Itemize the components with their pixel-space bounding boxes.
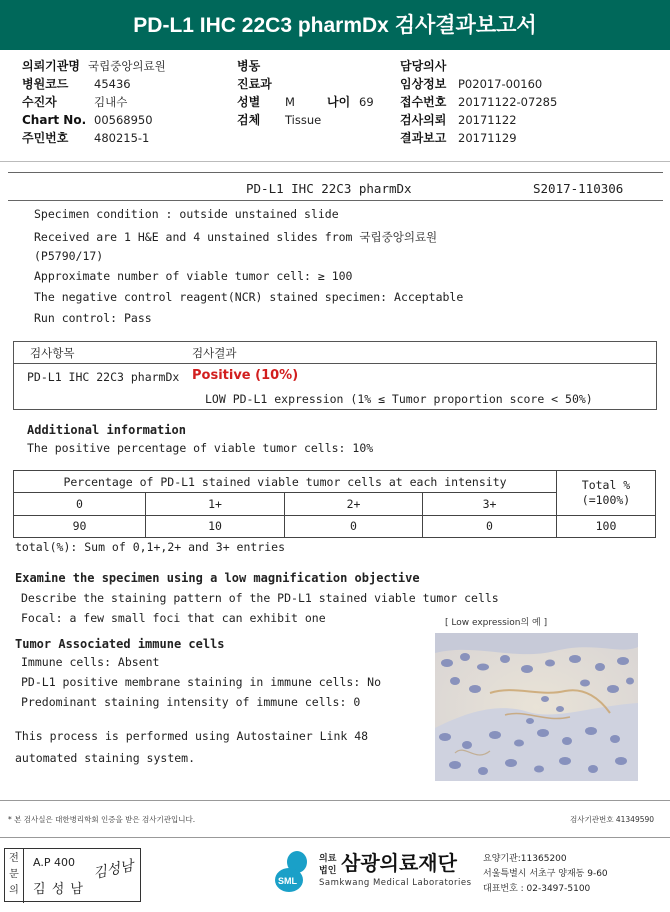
process-line: automated staining system. [15,751,196,765]
corp-label-line: 법인 [319,866,337,876]
result-test-name: PD-L1 IHC 22C3 pharmDx [27,370,180,384]
header-value: 45436 [94,77,131,91]
divider [8,200,663,201]
header-value: 480215-1 [94,131,150,145]
ward-label: 병동 [237,59,261,73]
intensity-value: 0 [423,515,557,537]
specialist-label [5,849,24,903]
sml-logo-icon [273,848,313,894]
header-value: 20171129 [458,131,517,145]
result-col2-header: 검사결과 [192,346,237,360]
header-value: 20171122-07285 [458,95,558,109]
report-line: The negative control reagent(NCR) stained specimen: Acceptable [34,290,464,304]
result-col1-header: 검사항목 [30,346,75,360]
signature-box [4,848,141,902]
intensity-col-header: 0 [14,493,146,515]
result-value: Positive (10%) [192,368,299,383]
intensity-value: 0 [285,515,423,537]
intensity-value: 90 [14,515,146,537]
result-box [13,341,657,410]
intensity-table-header: Percentage of PD-L1 stained viable tumor cells at each intensity [14,471,557,493]
report-line: Approximate number of viable tumor cell: ≥ 100 [34,269,353,283]
sex-label: 성별 [237,95,261,109]
dept-label: 진료과 [237,77,272,91]
intensity-table [13,470,656,538]
header-label: 임상정보 [400,77,447,91]
report-title: PD-L1 IHC 22C3 pharmDx 검사결과보고서 [133,14,537,37]
handwritten-signature: 김성남 [91,857,136,883]
org-name-en: Samkwang Medical Laboratories [319,878,472,888]
org-info [483,852,608,897]
corp-label [319,853,336,877]
intensity-col-header: 2+ [285,493,423,515]
footer-cert: 검사기관번호 41349590 [570,815,655,824]
header-label: 검사의뢰 [400,113,447,127]
process-line: This process is performed using Autostainer Link 48 [15,729,369,743]
image-caption: [ Low expression의 예 ] [445,618,548,628]
examine-line: Focal: a few small foci that can exhibit one [21,611,326,625]
ihc-tissue-image [435,633,638,781]
report-title-banner [0,0,670,50]
divider [0,800,670,801]
header-label: Chart No. [22,113,87,127]
examine-heading: Examine the specimen using a low magnification objective [15,571,420,585]
header-value: 김내수 [94,95,128,109]
additional-heading: Additional information [27,423,186,437]
immune-line: Predominant staining intensity of immune cells: 0 [21,695,361,709]
intensity-total: 100 [557,515,656,537]
specialist-label-char: 문 [9,869,19,880]
header-label: 병원코드 [22,77,69,91]
header-value: 00568950 [94,113,153,127]
immune-line: Immune cells: Absent [21,655,160,669]
signature-ap: A.P 400 [33,856,75,869]
total-header-line2: (=100%) [581,492,631,507]
total-header-line1: Total % [581,477,631,492]
footer-note: * 본 검사실은 대한병리학회 인증을 받은 검사기관입니다. [8,815,196,824]
header-label: 접수번호 [400,95,447,109]
header-left [22,55,166,145]
report-line: Specimen condition : outside unstained slide [34,207,339,221]
additional-text: The positive percentage of viable tumor cells: 10% [27,441,374,455]
intensity-value: 10 [146,515,285,537]
tissue-image-svg [435,633,638,781]
header-label: 수진자 [22,95,57,109]
examine-line: Describe the staining pattern of the PD-L1 stained viable tumor cells [21,591,499,605]
header-value: 20171122 [458,113,517,127]
corp-label-line: 의료 [319,854,337,864]
immune-heading: Tumor Associated immune cells [15,637,225,651]
org-phone: 대표번호 : 02-3497-5100 [483,884,591,894]
divider [8,172,663,173]
report-heading: PD-L1 IHC 22C3 pharmDx [246,181,412,196]
report-line: Run control: Pass [34,311,152,325]
org-name-ko: 삼광의료재단 [341,851,457,875]
age-label: 나이 [327,95,351,109]
header-label: 의뢰기관명 [22,59,80,73]
report-line: (P5790/17) [34,249,104,263]
report-line: Received are 1 H&E and 4 unstained slides from 국립중앙의료원 [34,230,438,244]
header-label: 주민번호 [22,131,69,145]
sml-logo [273,848,313,894]
divider [0,161,670,162]
sex-value: M [285,95,295,109]
immune-line: PD-L1 positive membrane staining in immune cells: No [21,675,382,689]
specimen-value: Tissue [285,113,322,127]
header-value: P02017-00160 [458,77,543,91]
header-mid [237,55,374,127]
sml-logo-text: SML [278,876,297,886]
org-code: 요양기관:11365200 [483,854,567,864]
total-header [557,471,656,516]
specialist-label-char: 의 [9,885,19,896]
case-number: S2017-110306 [533,181,624,196]
header-value: 국립중앙의료원 [88,59,166,73]
divider [14,363,656,364]
header-right [400,55,557,145]
intensity-col-header: 3+ [423,493,557,515]
header-label: 담당의사 [400,59,447,73]
intensity-note: total(%): Sum of 0,1+,2+ and 3+ entries [15,540,286,554]
divider [0,837,670,838]
specialist-label-char: 전 [9,853,19,864]
signature-name: 김 성 남 [33,882,84,897]
age-value: 69 [359,95,374,109]
header-label: 결과보고 [400,131,447,145]
result-expression: LOW PD-L1 expression (1% ≤ Tumor proportion score < 50%) [205,392,593,406]
intensity-col-header: 1+ [146,493,285,515]
org-address: 서울특별시 서초구 양재동 9-60 [483,869,608,879]
specimen-label: 검체 [237,113,261,127]
